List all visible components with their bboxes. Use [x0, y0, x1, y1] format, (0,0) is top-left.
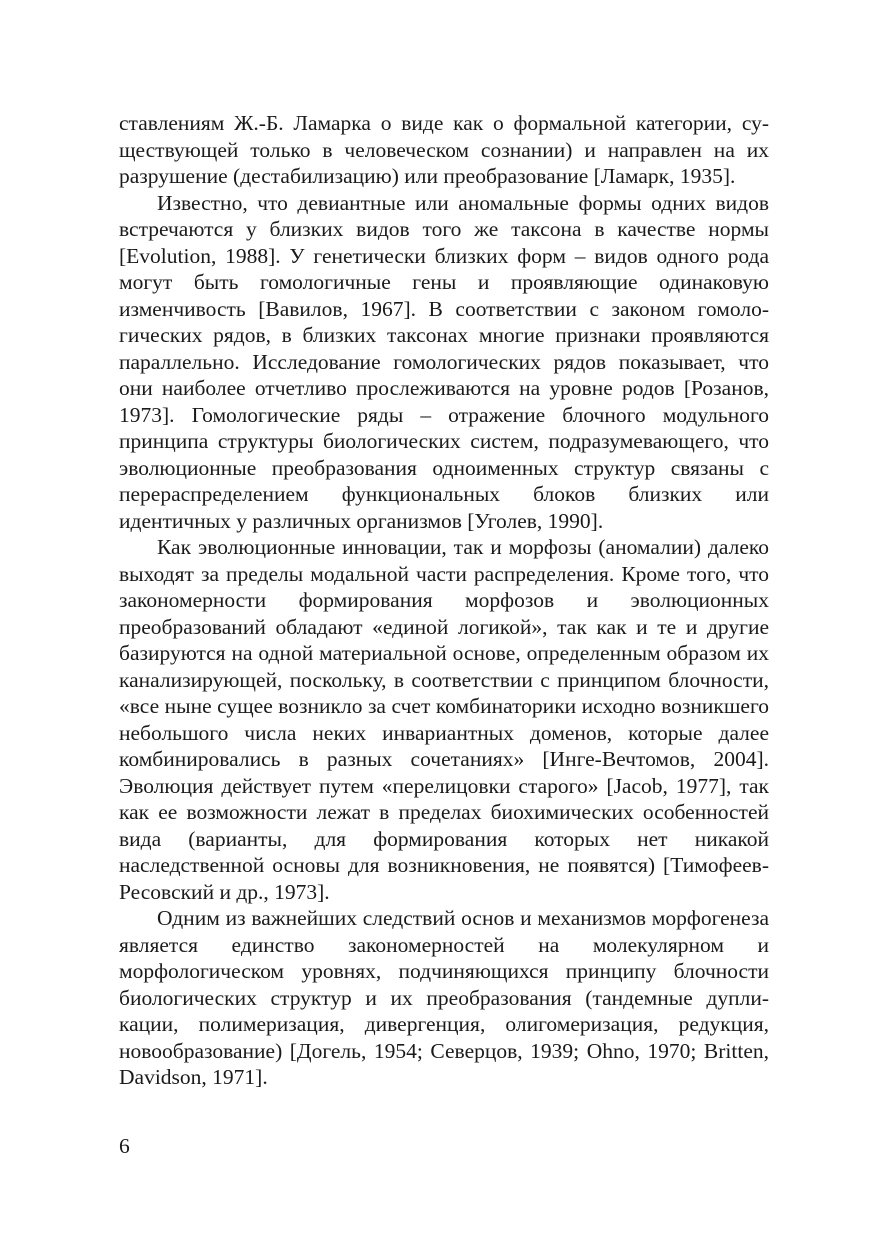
- page-number: 6: [119, 1134, 130, 1158]
- paragraph-morphoses: Как эволюционные инновации, так и морфозы (аномалии) далеко выходят за пределы модальной части распределения. Кроме того, что закономерности формирования морфозов и эволюционных преобразований обладают «единой логикой», так как и те и другие базируются на одной материальной основе, определенным образом их канализирующей, поскольку, в соответствии с принципом блочности, «все ныне сущее возникло за счет комбинаторики исходно возникшего небольшого числа неких инвариантных доменов, которые далее комбинировались в разных сочетаниях» [Инге-Вечтомов, 2004]. Эволюция действует путем «перелицовки старого» [Jacob, 1977], так как ее возможности лежат в пределах биохимических особенностей вида (варианты, для формирования которых нет никакой наследственной основы для возникновения, не появятся) [Тимофеев-Ресовский и др., 1973].: [119, 535, 769, 904]
- paragraph-morphogenesis: Одним из важнейших следствий основ и механизмов морфогенеза является единство закономерностей на молекулярном и морфологическом уровнях, подчиняющихся принципу блочности биологических структур и их преобразования (тандемные дупликации, полимеризация, дивергенция, олигомеризация, редукция, новообразование) [Догель, 1954; Северцов, 1939; Ohno, 1970; Britten, Davidson, 1971].: [119, 906, 769, 1089]
- paragraph-continuation: ставлениям Ж.-Б. Ламарка о виде как о формальной категории, существующей только в человеческом сознании) и направлен на их разрушение (дестабилизацию) или преобразование [Ламарк, 1935].: [119, 111, 769, 188]
- page-body: [119, 110, 769, 1091]
- paragraph-homologous-series: Известно, что девиантные или аномальные формы одних видов встречаются у близких видов того же таксона в качестве нормы [Evolution, 1988]. У генетически близких форм – видов одного рода могут быть гомологичные гены и проявляющие одинаковую изменчивость [Вавилов, 1967]. В соответствии с законом гомологических рядов, в близких таксонах многие признаки проявляются параллельно. Исследование гомологических рядов показывает, что они наиболее отчетливо прослеживаются на уровне родов [Розанов, 1973]. Гомологические ряды – отражение блочного модульного принципа структуры биологических систем, подразумевающего, что эволюционные преобразования одноименных структур связаны с перераспределением функциональных блоков близких или идентичных у различных организмов [Уголев, 1990].: [119, 190, 769, 533]
